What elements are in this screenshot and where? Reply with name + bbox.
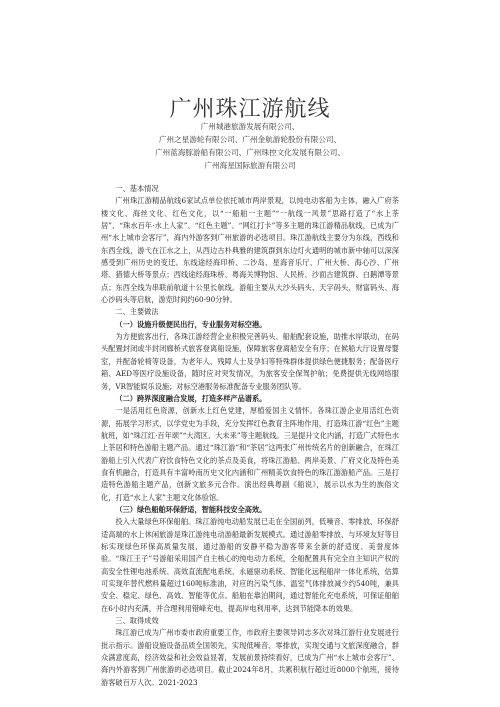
organization-line: 广州城港旅游发展有限公司、 <box>200 122 300 131</box>
document-title: 广州珠江游航线 <box>169 97 331 122</box>
subsection-heading-integration: （二）跨界深度融合发展，打造多样产品谱系。 <box>115 393 267 403</box>
organization-list <box>0 120 500 172</box>
subsection-heading-facilities: （一）设施升级便民出行，专业服务对标空港。 <box>115 319 267 329</box>
paragraph-green-ships: 投入大量绿色环保船舶。珠江游纯电动船发展已走在全国前列，低噪音、零排放、环保舒适高端的水上休闲旅游是珠江游纯电动游船最新发展模式。通过游船零排放、与环境友好等目标实现绿色环保高质量发展，通过游船的安静平稳为游客带来全新的舒适度、美誉度体验。“珠江王子”号游船采用国产自主核心的纯电动力系统，全船配置具有完全自主知识产权的高安全性锂电池系统、高效直流配电系统、永磁驱动系统、智能化远程船岸一体化系统，估算可实现年替代燃料量超过160吨标准油，对应的污染气体、温室气体排放减少约540吨，兼具安全、稳定、绿色、高效、智能等优点。船舶在靠泊期间，通过智能化充电系统，可保证船舶在6小时内充满，并合理利用错峰充电，提高岸电利用率，达到节能降本的效果。 <box>101 517 399 613</box>
organization-line: 广州蓝海豚游船有限公司、广州珠控文化发展有限公司、 <box>155 148 345 157</box>
paragraph-facilities: 为方便旅客出行，各珠江游经营企业积极完善码头、船舶配套设施，助推水岸联动，在码头配置封闭或半封闭廊桥式旅客登离船设施，保障旅客登离船安全有序；在候船大厅设置母婴室，并配备轮椅等设备，为老年人、残障人士及孕妇等特殊群体提供绿色便捷服务；配备医疗箱、AED等医疗设施设备，随时应对突发情况，为旅客安全保驾护航；免费提供无线网络服务，VR智能娱乐设施；对标空港服务标准配备专业服务团队等。 <box>101 332 399 391</box>
section-heading-basic-info: 一、基本情况 <box>115 184 159 193</box>
section-heading-main-practices: 二、主要做法 <box>115 307 159 317</box>
paragraph-integration: 一是活用红色资源，创新水上红色党建，厚植爱国主义情怀。各珠江游企业用活红色资源，拓展学习形式，以学党史为手段，充分发挥红色教育主阵地作用，打造珠江游“红色”主题航班，如“珠江红·百年颂”“大湾区、大未来”等主题航线。三是提升文化内涵，打造广式特色水上茶居和特色游船主题产品。通过“珠江游”和“茶居”这两张广州传统名片的创新融合，在珠江游船上引入代表广府饮食特色文化的茶点及美食，将珠江游船、两岸美景、广府文化及特色美食有机融合，打造具有丰富岭南历史文化内涵和广州精美饮食特色的珠江游游船产品。三是打造特色游船主题产品，创新文旅多元合作。演出经典粤剧《船说》，展示以水为生的族俗文化，打造“水上人家”主题文化体验馆。 <box>101 406 399 502</box>
section-heading-results: 三、取得成效 <box>115 616 159 626</box>
subsection-heading-green-ships: （三）绿色船舶环保舒适，智能科技安全高效。 <box>115 504 267 514</box>
organization-line: 广州海星国际旅游有限公司 <box>204 161 296 170</box>
paragraph-basic-info: 广州珠江游精品航线6家试点单位依托城市两岸景观，以纯电动客船为主体，融入广府茶楼文化、海丝文化、红色文化，以“一船舶一主题”“一航线一风景”思路打造了“水上茶居”、“珠水百年·水上人家”、“红色主题”、“网红打卡”等多主题的珠江游精品航线，已成为广州“水上城市会客厅”，海内外游客到广州旅游的必选项目。珠江游航线主要分为东线，西线和东西全线，游弋在江水之上，从西边古朴典雅的建筑群到东边灯火通明的城市新中轴可以深深感受到广州历史的变迁。东线途经海印桥、二沙岛、星海音乐厅、广州大桥、海心沙、广州塔、猎德大桥等景点；西线途经海珠桥、粤海关博物馆、人民桥、沙面古建筑群、白鹅潭等景点；东西全线为串联前航道十公里长航线。游船主要从大沙头码头、天字码头、财富码头、海心沙码头等启航，游览时间约60-90分钟。 <box>101 196 399 305</box>
organization-line: 广州之星游轮有限公司、广州金航游轮股份有限公司、 <box>158 135 342 144</box>
document-body <box>101 183 399 689</box>
paragraph-results: 珠江游已成为广州市委市政府重要工作，市政府主要领导同志多次对珠江游行业发展进行批示指示。游船设施设备品质全国领先，实现低噪音、零排放，实现交通与文旅深度融合，群众满意度高，经济效益和社会效益显著，发展前景持续看好，已成为广州“水上城市会客厅”、海内外游客到广州旅游的必选项目。截止2024年8月，共累积航行超过近8000个航班，接待游客破百万人次。2021-2023 <box>101 628 399 687</box>
